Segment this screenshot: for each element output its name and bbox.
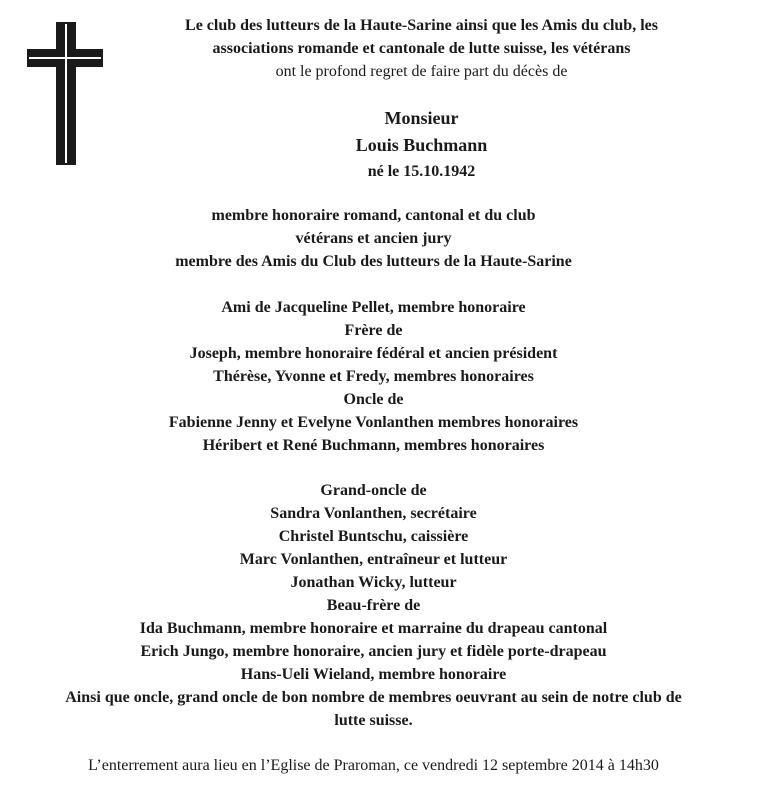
header-line-1: Le club des lutteurs de la Haute-Sarine ainsi que les Amis du club, les: [185, 17, 658, 34]
family-line: Jonathan Wicky, lutteur: [290, 574, 457, 591]
deceased-name: Louis Buchmann: [355, 135, 488, 155]
header-line-2: associations romande et cantonale de lutte suisse, les vétérans: [212, 40, 631, 57]
funeral-notice: L’enterrement aura lieu en l’Eglise de Praroman, ce vendredi 12 septembre 2014 à 14h30: [88, 757, 659, 774]
family-line: Erich Jungo, membre honoraire, ancien jury et fidèle porte-drapeau: [140, 643, 607, 660]
family-line: Sandra Vonlanthen, secrétaire: [270, 505, 477, 522]
family-line: Joseph, membre honoraire fédéral et ancien président: [189, 345, 558, 362]
family-relation-heading: Frère de: [344, 322, 403, 339]
family-relation-heading: Grand-oncle de: [320, 482, 427, 499]
family-relation-heading: Beau-frère de: [326, 597, 421, 614]
header-line-3: ont le profond regret de faire part du décès de: [275, 63, 568, 80]
family-line: Ainsi que oncle, grand oncle de bon nombre de membres oeuvrant au sein de notre club de: [65, 689, 682, 706]
family-line: Fabienne Jenny et Evelyne Vonlanthen membres honoraires: [168, 414, 579, 431]
family-line: Hans-Ueli Wieland, membre honoraire: [240, 666, 507, 683]
family-line: Héribert et René Buchmann, membres honoraires: [202, 437, 545, 454]
family-line: lutte suisse.: [334, 712, 413, 729]
family-line: Marc Vonlanthen, entraîneur et lutteur: [239, 551, 508, 568]
membership-line: vétérans et ancien jury: [295, 230, 452, 247]
family-line: Christel Buntschu, caissière: [278, 528, 469, 545]
deceased-title: Monsieur: [384, 108, 459, 128]
deceased-birth: né le 15.10.1942: [367, 163, 476, 180]
family-line: Ami de Jacqueline Pellet, membre honoraire: [221, 299, 526, 316]
family-relation-heading: Oncle de: [343, 391, 404, 408]
family-line: Thérèse, Yvonne et Fredy, membres honoraires: [213, 368, 534, 385]
family-line: Ida Buchmann, membre honoraire et marraine du drapeau cantonal: [139, 620, 608, 637]
membership-line: membre des Amis du Club des lutteurs de la Haute-Sarine: [175, 253, 572, 270]
membership-line: membre honoraire romand, cantonal et du club: [211, 207, 536, 224]
